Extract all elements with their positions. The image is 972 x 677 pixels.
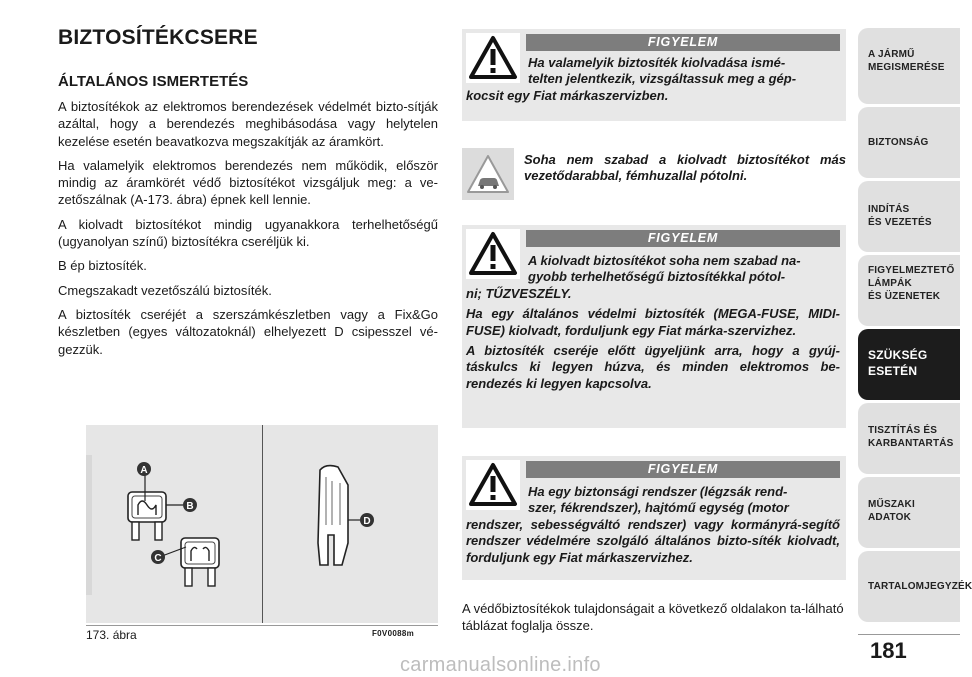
warning-box bbox=[462, 456, 846, 580]
paragraph: Cmegszakadt vezetőszálú biztosíték. bbox=[58, 282, 272, 298]
sidebar-tab-label: A JÁRMŰ bbox=[868, 49, 915, 60]
section-subtitle: ÁLTALÁNOS ISMERTETÉS bbox=[58, 73, 249, 90]
sidebar-tab-label: TISZTÍTÁS ÉS bbox=[868, 425, 938, 436]
sidebar-tab-label: ADATOK bbox=[868, 512, 912, 523]
figure-rule bbox=[86, 625, 438, 626]
warning-line: Ha valamelyik biztosíték kiolvadása ismé- bbox=[528, 55, 786, 70]
warning-box bbox=[462, 29, 846, 121]
label-d: D bbox=[363, 516, 371, 527]
sidebar-tab-warning-lights[interactable] bbox=[858, 255, 960, 326]
warning-line: Ha egy biztonsági rendszer (légzsák rend- bbox=[528, 484, 788, 499]
car-warning-icon bbox=[462, 148, 514, 200]
warning-text bbox=[466, 55, 840, 104]
warning-text bbox=[466, 484, 840, 566]
sidebar-tab-emergency[interactable] bbox=[858, 329, 960, 400]
fuse-puller bbox=[318, 466, 348, 565]
sidebar-tab-label: KARBANTARTÁS bbox=[868, 438, 954, 449]
sidebar-tab-safety[interactable] bbox=[858, 107, 960, 178]
fuse-figure bbox=[86, 425, 438, 623]
sidebar-tab-label: ÉS VEZETÉS bbox=[868, 217, 932, 228]
sidebar-tab-maintenance[interactable] bbox=[858, 403, 960, 474]
warning-line: kocsit egy Fiat márkaszervizben. bbox=[466, 87, 669, 103]
sidebar-tab-index[interactable] bbox=[858, 551, 972, 622]
sidebar-tab-label: INDÍTÁS bbox=[868, 204, 910, 215]
sidebar-tab-driving[interactable] bbox=[858, 181, 960, 252]
sidebar-tab-label: MŰSZAKI bbox=[868, 499, 915, 510]
paragraph: A biztosíték cseréjét a szerszámkészletben vagy a Fix&Go készletben (egyes változatoknál) elhelyezett D csipesszel vé-gezzük. bbox=[58, 306, 438, 357]
sidebar-tab-label: ÉS ÜZENETEK bbox=[868, 291, 941, 302]
note-box bbox=[462, 148, 846, 200]
label-b: B bbox=[186, 501, 194, 512]
warning-text bbox=[466, 253, 840, 396]
warning-line: telten jelentkezik, vizsgáltassuk meg a gép- bbox=[528, 71, 797, 87]
paragraph: B ép biztosíték. bbox=[58, 258, 147, 274]
warning-heading: FIGYELEM bbox=[526, 230, 840, 247]
warning-line: rendszer, sebességváltó rendszer) vagy kormányrá-segítő rendszer védelmére szolgáló általános bizto-síték kiolvadt, forduljunk egy Fiat márkaszervizhez. bbox=[466, 516, 840, 565]
sidebar-tab-label: ESETÉN bbox=[868, 364, 918, 378]
warning-line: A kiolvadt biztosítékot soha nem szabad na- bbox=[528, 253, 801, 268]
warning-heading: FIGYELEM bbox=[526, 461, 840, 478]
sidebar-tab-label: FIGYELMEZTETŐ bbox=[868, 265, 955, 276]
sidebar-tab-label: LÁMPÁK bbox=[868, 278, 912, 289]
warning-line: gyobb terhelhetőségű biztosítékkal pótol- bbox=[528, 269, 786, 285]
label-c: C bbox=[154, 553, 162, 564]
body-text bbox=[58, 98, 438, 365]
paragraph: A biztosítékok az elektromos berendezések védelmét bizto-sítják azáltal, hogy a berendezés meghibásodása vagy helytelen kezelése esetén beavatkozva megszakítják az áramkört. bbox=[58, 99, 438, 149]
paragraph: Ha valamelyik elektromos berendezés nem működik, először mindig az áramkörét védő biztosítékot vizsgáljuk meg: a ve-zetőszálnak (A-173. ábra) épnek kell lennie. bbox=[58, 157, 438, 208]
sidebar-tab-label: BIZTONSÁG bbox=[868, 137, 929, 148]
sidebar-tab-label: TARTALOMJEGYZÉK bbox=[868, 581, 972, 592]
footer-text: A védőbiztosítékok tulajdonságait a következő oldalakon ta-lálható táblázat foglalja össze. bbox=[462, 601, 844, 633]
warning-line: szer, fékrendszer), hajtómű egység (motor bbox=[528, 500, 789, 516]
fuse-illustration bbox=[86, 425, 438, 623]
page-number: 181 bbox=[870, 638, 907, 663]
sidebar-tab-label: MEGISMERÉSE bbox=[868, 62, 945, 73]
warning-line: ni; TŰZVESZÉLY. bbox=[466, 285, 572, 301]
sidebar-tab-label: SZÜKSÉG bbox=[868, 348, 928, 362]
sidebar-tab-vehicle[interactable] bbox=[858, 28, 960, 104]
intact-fuse bbox=[128, 492, 166, 540]
warning-box bbox=[462, 225, 846, 428]
watermark: carmanualsonline.info bbox=[400, 654, 601, 676]
blown-fuse bbox=[181, 538, 219, 586]
label-a: A bbox=[140, 465, 148, 476]
warning-heading: FIGYELEM bbox=[526, 34, 840, 51]
page-number-rule bbox=[858, 634, 960, 635]
note-text: Soha nem szabad a kiolvadt biztosítékot más vezetődarabbal, fémhuzallal pótolni. bbox=[524, 152, 846, 184]
figure-code: F0V0088m bbox=[372, 629, 414, 638]
page-title: BIZTOSÍTÉKCSERE bbox=[58, 26, 258, 49]
warning-paragraph: A biztosíték cseréje előtt ügyeljünk arra, hogy a gyúj-táskulcs ki legyen húzva, és minden elektromos be-rendezés ki legyen kapcsolva. bbox=[466, 343, 840, 391]
sidebar-tab-technical-data[interactable] bbox=[858, 477, 960, 548]
figure-caption: 173. ábra bbox=[86, 628, 137, 642]
paragraph: A kiolvadt biztosítékot mindig ugyanakkora terhelhetőségű (ugyanolyan színű) biztosítékra cseréljük ki. bbox=[58, 216, 438, 250]
warning-paragraph: Ha egy általános védelmi biztosíték (MEGA-FUSE, MIDI-FUSE) kiolvadt, forduljunk egy Fiat márka-szervizhez. bbox=[466, 306, 840, 338]
